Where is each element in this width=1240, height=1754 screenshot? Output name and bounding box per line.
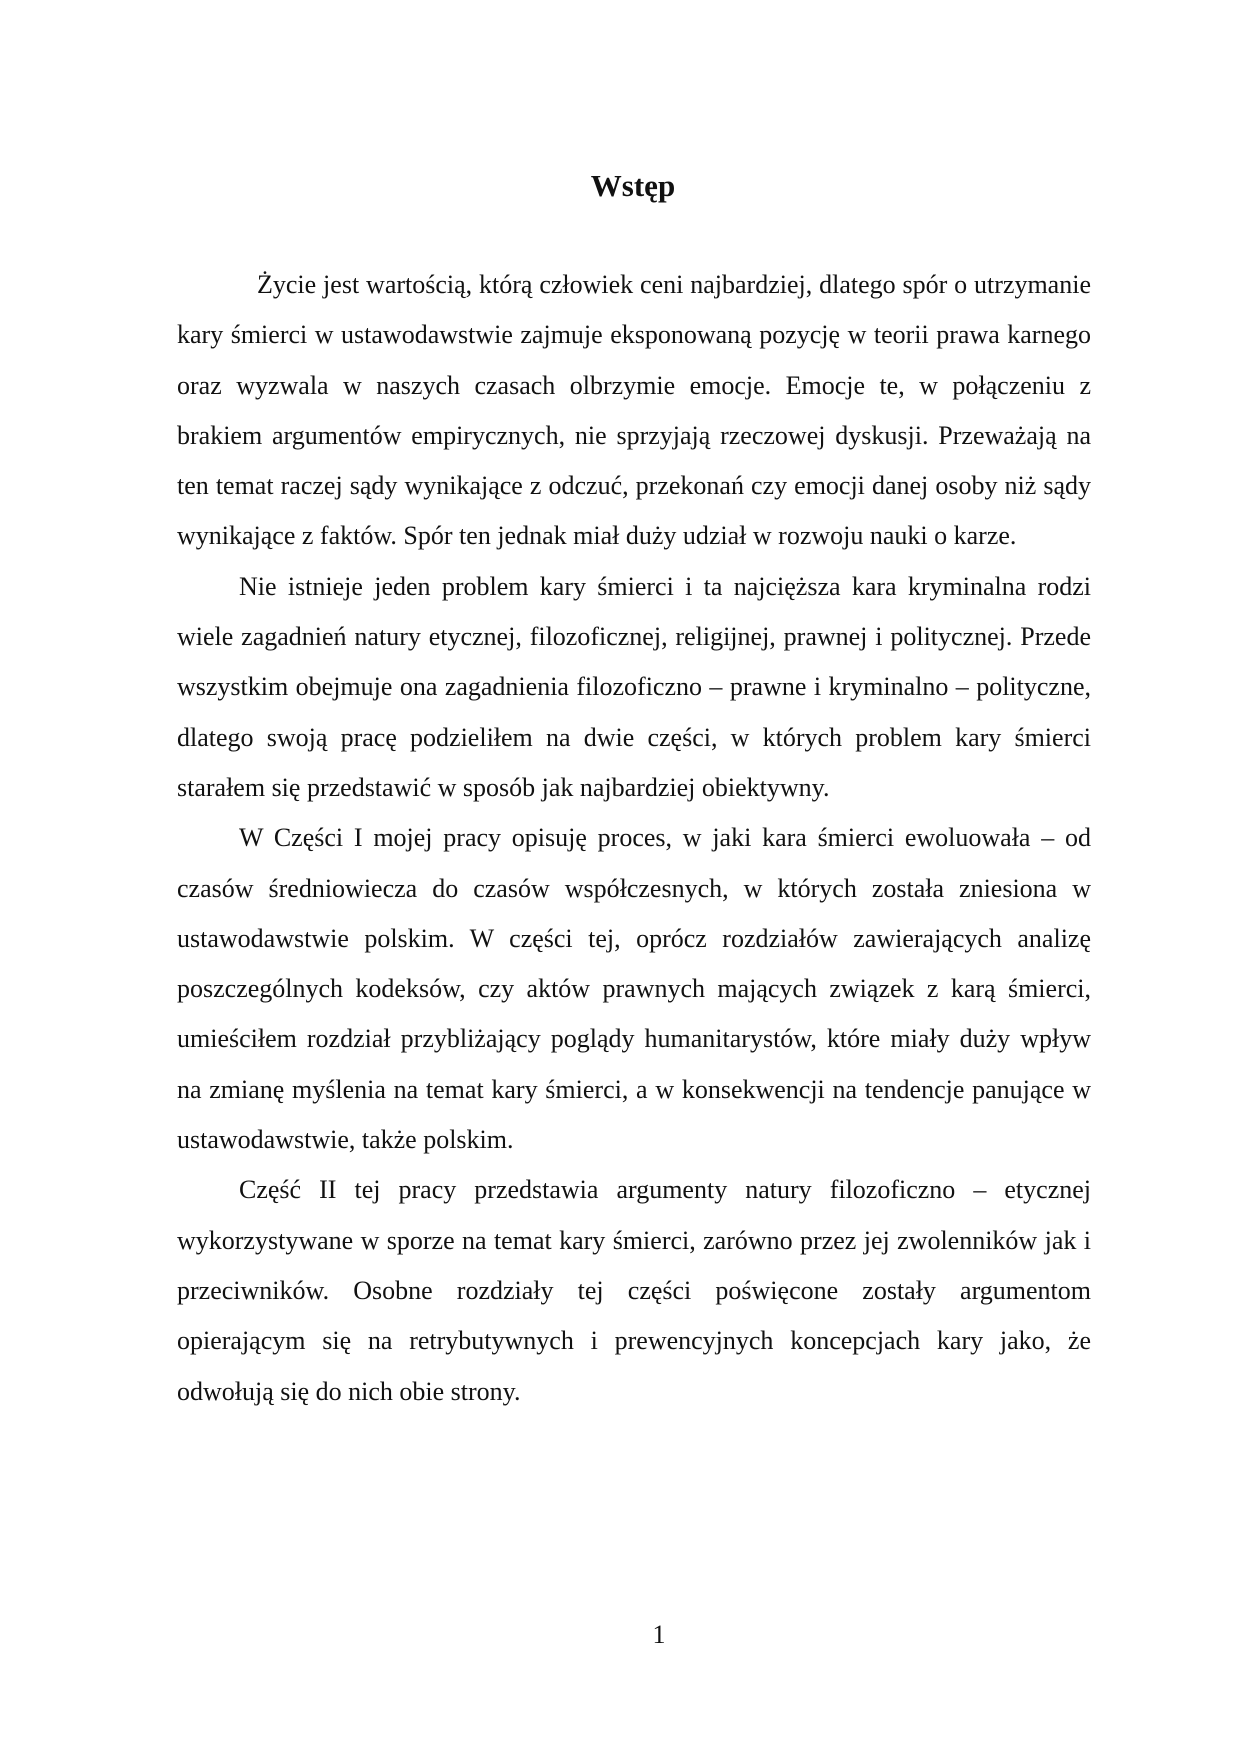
body-text — [177, 260, 1091, 1417]
page-title: Wstęp — [590, 168, 676, 203]
paragraph-4: Część II tej pracy przedstawia argumenty natury filozoficzno – etycznej wykorzystywane w sporze na temat kary śmierci, zarówno przez jej zwolenników jak i przeciwników. Osobne rozdziały tej części poświęcone zostały argumentom opierającym się na retrybutywnych i prewencyjnych koncepcjach kary jako, że odwołują się do nich obie strony. — [177, 1175, 1091, 1406]
paragraph-1: Życie jest wartością, którą człowiek ceni najbardziej, dlatego spór o utrzymanie kary śmierci w ustawodawstwie zajmuje eksponowaną pozycję w teorii prawa karnego oraz wyzwala w naszych czasach olbrzymie emocje. Emocje te, w połączeniu z brakiem argumentów empirycznych, nie sprzyjają rzeczowej dyskusji. Przeważają na ten temat raczej sądy wynikające z odczuć, przekonań czy emocji danej osoby niż sądy wynikające z faktów. Spór ten jednak miał duży udział w rozwoju nauki o karze. — [177, 270, 1091, 551]
paragraph-3: W Części I mojej pracy opisuję proces, w jaki kara śmierci ewoluowała – od czasów średniowiecza do czasów współczesnych, w których została zniesiona w ustawodawstwie polskim. W części tej, oprócz rozdziałów zawierających analizę poszczególnych kodeksów, czy aktów prawnych mających związek z karą śmierci, umieściłem rozdział przybliżający poglądy humanitarystów, które miały duży wpływ na zmianę myślenia na temat kary śmierci, a w konsekwencji na tendencje panujące w ustawodawstwie, także polskim. — [177, 823, 1091, 1155]
page-number: 1 — [652, 1620, 666, 1649]
paragraph-2: Nie istnieje jeden problem kary śmierci i ta najcięższa kara kryminalna rodzi wiele zagadnień natury etycznej, filozoficznej, religijnej, prawnej i politycznej. Przede wszystkim obejmuje ona zagadnienia filozoficzno – prawne i kryminalno – polityczne, dlatego swoją pracę podzieliłem na dwie części, w których problem kary śmierci starałem się przedstawić w sposób jak najbardziej obiektywny. — [177, 571, 1091, 802]
